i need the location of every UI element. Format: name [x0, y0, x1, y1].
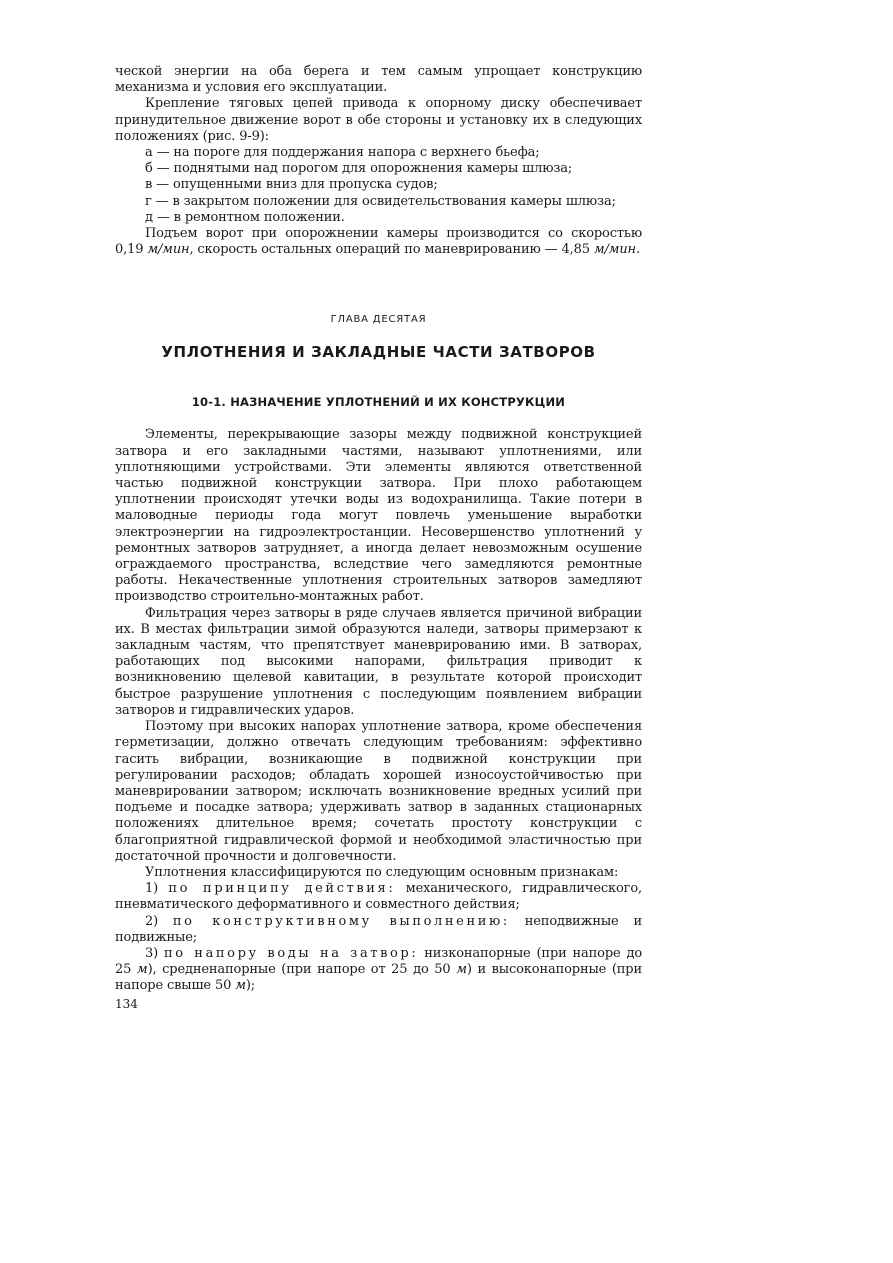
- paragraph-requirements: Поэтому при высоких напорах уплотнение затвора, кроме обеспечения герметизации, должно отвечать следующим требованиям: эффективно гасить вибрации, возникающие в подвижной конструкции при регулировании расходов; обладать хорошей износоустойчивостью при маневрировании затвором; исключать возникновение вредных усилий при подъеме и посадке затвора; удерживать затвор в заданных стационарных положениях длительное время; сочетать простоту конструкции с благоприятной гидравлической формой и необходимой эластичностью при достаточной прочности и долговечности.: [115, 719, 642, 864]
- classification-text-3d: );: [245, 978, 255, 994]
- classification-text-1: механического, гидравлического, пневматического деформативного и совместного действия;: [115, 881, 642, 913]
- paragraph-filtration: Фильтрация через затворы в ряде случаев является причиной вибрации их. В местах фильтрации зимой образуются наледи, затворы примерзают к закладным частям, что препятствует маневрированию ими. В затворах, работающих под высокими напорами, фильтрация приводит к возникновению щелевой кавитации, в результате которой происходит быстрое разрушение уплотнения с последующим появлением вибрации затворов и гидравлических ударов.: [115, 605, 642, 718]
- unit-meter-1: м: [136, 962, 148, 978]
- paragraph-continuation: ческой энергии на оба берега и тем самым упрощает конструкцию механизма и условия его эксплуатации.: [115, 64, 642, 96]
- classification-text-2: неподвижные и подвижные;: [115, 913, 642, 945]
- speed-unit-1: м/мин: [147, 242, 190, 258]
- unit-meter-3: м: [235, 978, 246, 994]
- classification-text-3a: низконапорные (при напоре до 25: [115, 945, 642, 978]
- paragraph-speed: [115, 226, 642, 258]
- classification-label-3: по напору воды на затвор:: [163, 945, 419, 961]
- chapter-label: ГЛАВА ДЕСЯТАЯ: [330, 314, 427, 326]
- classification-num-3: 3): [145, 945, 164, 961]
- page-number: 134: [115, 996, 138, 1011]
- classification-label-1: по принципу действия:: [168, 881, 396, 897]
- list-item-d: д — в ремонтном положении.: [145, 209, 345, 225]
- speed-text-start: Подъем ворот при опорожнении камеры производится со скоростью 0,19: [115, 226, 642, 258]
- paragraph-seals-definition: Элементы, перекрывающие зазоры между подвижной конструкцией затвора и его закладными частями, называют уплотнениями, или уплотняющими устройствами. Эти элементы являются ответственной частью подвижной конструкции затвора. При плохо работающем уплотнении происходят утечки воды из водохранилища. Такие потери в маловодные периоды года могут повлечь уменьшение выработки электроэнергии на гидроэлектростанции. Несовершенство уплотнений у ремонтных затворов затрудняет, а иногда делает невозможным осушение ограждаемого пространства, вследствие чего замедляются ремонтные работы. Некачественные уплотнения строительных затворов замедляют производство строительно-монтажных работ.: [115, 427, 642, 605]
- classification-text-3b: ), средненапорные (при напоре от 25 до 50: [147, 962, 457, 978]
- classification-num-2: 2): [145, 913, 173, 929]
- classification-text-3c: ) и высоконапорные (при напоре свыше 50: [115, 962, 642, 994]
- list-item-a: а — на пороге для поддержания напора с верхнего бьефа;: [145, 145, 540, 161]
- chapter-title: УПЛОТНЕНИЯ И ЗАКЛАДНЫЕ ЧАСТИ ЗАТВОРОВ: [161, 343, 596, 362]
- unit-meter-2: м: [456, 962, 467, 978]
- classification-item-3: [115, 946, 642, 995]
- paragraph-classification: Уплотнения классифицируются по следующим основным признакам:: [145, 864, 619, 880]
- list-item-v: в — опущенными вниз для пропуска судов;: [145, 177, 438, 193]
- book-page: [115, 64, 642, 1011]
- speed-text-mid: , скорость остальных операций по маневрированию — 4,85: [189, 242, 594, 258]
- section-title: 10-1. НАЗНАЧЕНИЕ УПЛОТНЕНИЙ И ИХ КОНСТРУКЦИИ: [191, 395, 566, 410]
- classification-item-2: [115, 914, 642, 946]
- list-item-g: г — в закрытом положении для освидетельствования камеры шлюза;: [145, 193, 616, 209]
- classification-item-1: [115, 881, 642, 913]
- list-item-b: б — поднятыми над порогом для опорожнения камеры шлюза;: [145, 161, 573, 177]
- speed-unit-2: м/мин: [593, 242, 636, 258]
- paragraph-drive-chains: Крепление тяговых цепей привода к опорному диску обеспечивает принудительное движение ворот в обе стороны и установку их в следующих положениях (рис. 9-9):: [115, 96, 642, 144]
- classification-num-1: 1): [145, 881, 169, 897]
- classification-label-2: по конструктивному выполнению:: [172, 913, 510, 929]
- speed-text-end: .: [635, 242, 640, 258]
